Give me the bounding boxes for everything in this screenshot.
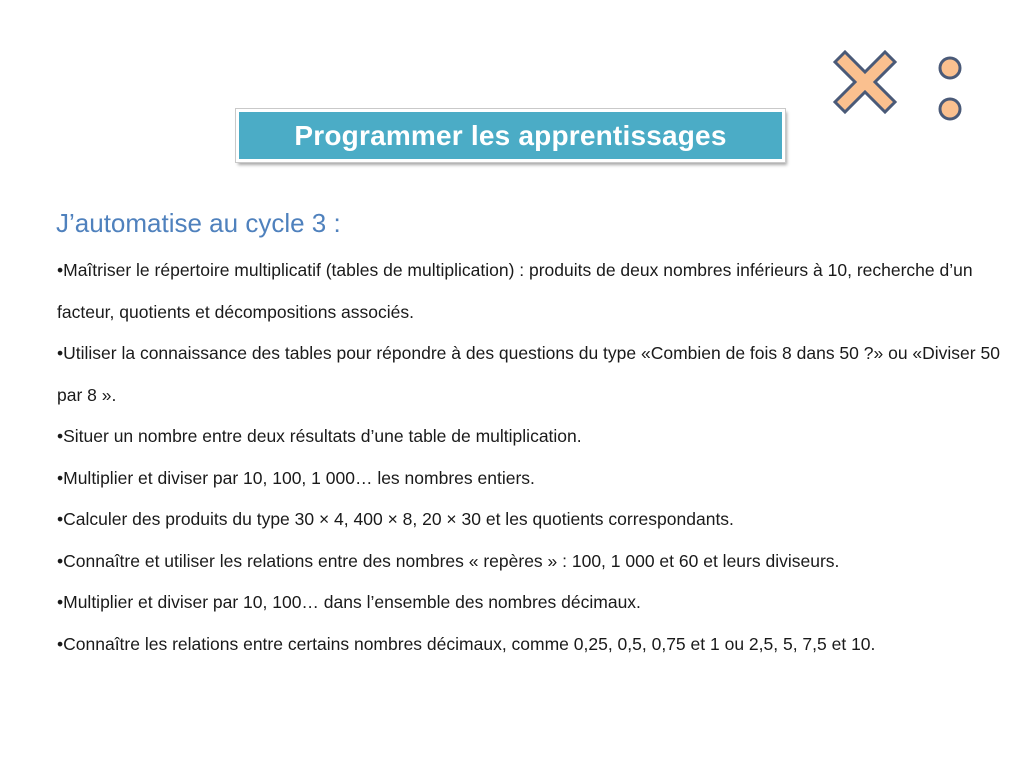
list-item: •Multiplier et diviser par 10, 100, 1 000… les nombres entiers. — [57, 467, 535, 488]
section-heading: J’automatise au cycle 3 : — [56, 208, 341, 238]
colon-sign-icon — [940, 58, 960, 119]
list-item: •Connaître les relations entre certains nombres décimaux, comme 0,25, 0,5, 0,75 et 1 ou 2,5, 5, 7,5 et 10. — [57, 633, 876, 654]
title-banner — [236, 109, 785, 162]
page-title: Programmer les apprentissages — [294, 119, 727, 151]
list-item: •Utiliser la connaissance des tables pour répondre à des questions du type «Combien de fois 8 dans 50 ?» ou «Diviser 50 par 8 ». — [57, 343, 1000, 405]
list-item: •Maîtriser le répertoire multiplicatif (tables de multiplication) : produits de deux nombres inférieurs à 10, recherche d’un facteur, quotients et décompositions associés. — [57, 260, 973, 322]
list-item: •Connaître et utiliser les relations entre des nombres « repères » : 100, 1 000 et 60 et leurs diviseurs. — [57, 550, 840, 571]
multiply-sign-icon — [835, 52, 895, 112]
list-item: •Multiplier et diviser par 10, 100… dans l’ensemble des nombres décimaux. — [57, 592, 641, 612]
bullet-list — [57, 250, 1017, 665]
multiply-divide-icon — [828, 48, 978, 128]
list-item: •Calculer des produits du type 30 × 4, 400 × 8, 20 × 30 et les quotients correspondants. — [57, 509, 734, 529]
list-item: •Situer un nombre entre deux résultats d’une table de multiplication. — [57, 426, 582, 446]
